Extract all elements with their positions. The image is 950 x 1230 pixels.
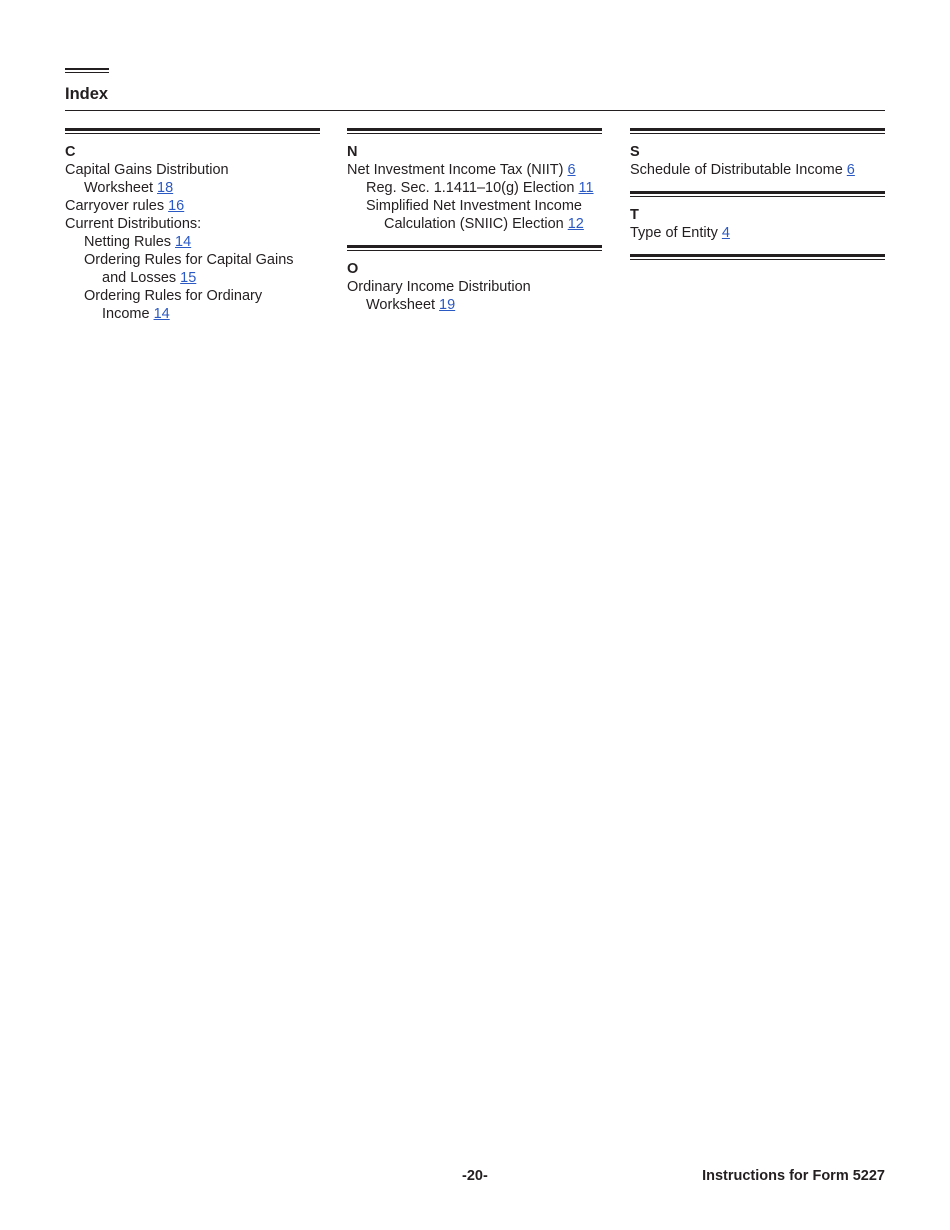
entry-text: Type of Entity <box>630 225 718 241</box>
index-entry <box>65 215 320 233</box>
index-entry <box>630 224 885 242</box>
index-column-1 <box>65 128 320 335</box>
page-title: Index <box>65 85 109 103</box>
index-section-s <box>630 128 885 179</box>
entry-text: Ordering Rules for Capital Gains <box>84 252 294 268</box>
index-entry <box>347 197 602 215</box>
index-entry <box>65 179 320 197</box>
page-link[interactable]: 19 <box>439 297 456 313</box>
entry-text: Worksheet <box>366 297 436 313</box>
footer-page-number: -20- <box>462 1168 488 1184</box>
section-letter: S <box>630 144 640 160</box>
section-divider <box>630 128 885 134</box>
entry-text: Income <box>102 306 150 322</box>
entry-text: Reg. Sec. 1.1411–10(g) Election <box>366 180 575 196</box>
section-letter: O <box>347 261 359 277</box>
index-entry <box>65 287 320 305</box>
index-section-t <box>630 191 885 242</box>
index-section-o <box>347 245 602 314</box>
section-divider <box>630 191 885 197</box>
index-section-n <box>347 128 602 233</box>
index-entry <box>347 161 602 179</box>
entry-text: Carryover rules <box>65 198 165 214</box>
footer-form-title: Instructions for Form 5227 <box>702 1168 885 1184</box>
entry-text: Worksheet <box>84 180 154 196</box>
index-entry <box>347 215 602 233</box>
index-entry <box>630 161 885 179</box>
page-link[interactable]: 6 <box>846 162 855 178</box>
index-section-c <box>65 128 320 323</box>
entry-text: Calculation (SNIIC) Election <box>384 216 564 232</box>
header-top-rule <box>65 68 109 73</box>
title-divider <box>65 110 885 111</box>
index-entry <box>347 179 602 197</box>
entry-text: Net Investment Income Tax (NIIT) <box>347 162 564 178</box>
entry-text: Current Distributions: <box>65 216 202 232</box>
page-link[interactable]: 4 <box>721 225 730 241</box>
entry-text: and Losses <box>102 270 177 286</box>
index-entry <box>65 251 320 269</box>
page-link[interactable]: 14 <box>175 234 192 250</box>
index-entry <box>65 197 320 215</box>
page-link[interactable]: 6 <box>567 162 576 178</box>
section-divider <box>347 245 602 251</box>
entry-text: Ordinary Income Distribution <box>347 279 531 295</box>
index-entry <box>65 269 320 287</box>
page-link[interactable]: 16 <box>168 198 185 214</box>
index-column-2 <box>347 128 602 326</box>
index-entry <box>65 161 320 179</box>
page-link[interactable]: 14 <box>153 306 170 322</box>
entry-text: Ordering Rules for Ordinary <box>84 288 263 304</box>
index-entry <box>65 233 320 251</box>
entry-text: Netting Rules <box>84 234 172 250</box>
page-link[interactable]: 12 <box>567 216 584 232</box>
section-letter: T <box>630 207 639 223</box>
entry-text: Simplified Net Investment Income <box>366 198 582 214</box>
page-link[interactable]: 15 <box>180 270 197 286</box>
entry-text: Schedule of Distributable Income <box>630 162 843 178</box>
section-letter: C <box>65 144 76 160</box>
section-divider <box>347 128 602 134</box>
section-letter: N <box>347 144 358 160</box>
index-column-3 <box>630 128 885 260</box>
index-entry <box>347 278 602 296</box>
index-end-divider <box>630 254 885 260</box>
page-link[interactable]: 11 <box>578 180 594 196</box>
section-divider <box>65 128 320 134</box>
index-entry <box>65 305 320 323</box>
entry-text: Capital Gains Distribution <box>65 162 229 178</box>
index-entry <box>347 296 602 314</box>
page-link[interactable]: 18 <box>157 180 174 196</box>
